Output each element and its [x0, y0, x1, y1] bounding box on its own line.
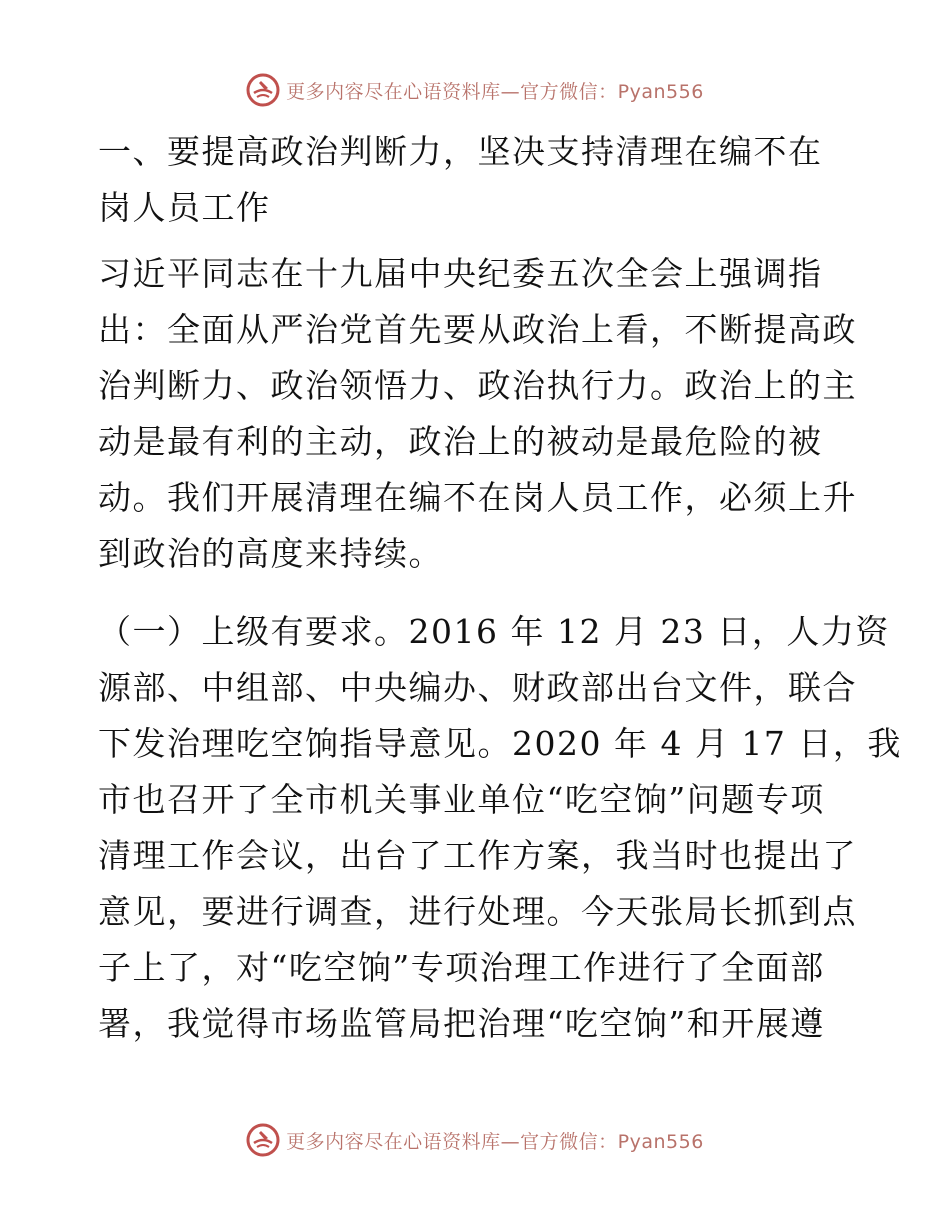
text-line: 署，我觉得市场监管局把治理“吃空饷”和开展遵 [98, 1004, 825, 1043]
text-line: 意见，要进行调查，进行处理。今天张局长抓到点 [98, 892, 857, 931]
paragraph-2 [98, 604, 902, 1052]
text-line: 子上了，对“吃空饷”专项治理工作进行了全面部 [98, 948, 825, 987]
text-line: 下发治理吃空饷指导意见。2020 年 4 月 17 日，我 [98, 724, 902, 763]
book-pen-logo-icon [246, 73, 280, 107]
text-line: （一）上级有要求。2016 年 12 月 23 日，人力资 [98, 612, 890, 651]
watermark-text: 更多内容尽在心语资料库—官方微信：Pyan556 [286, 1130, 704, 1153]
text-line: 清理工作会议，出台了工作方案，我当时也提出了 [98, 836, 857, 875]
book-pen-logo-icon [246, 1123, 280, 1157]
watermark-text: 更多内容尽在心语资料库—官方微信：Pyan556 [286, 80, 704, 103]
text-line: 动是最有利的主动，政治上的被动是最危险的被 [98, 422, 823, 461]
document-body [98, 124, 902, 1052]
header-watermark [0, 70, 950, 110]
text-line: 习近平同志在十九届中央纪委五次全会上强调指 [98, 254, 823, 293]
text-line: 到政治的高度来持续。 [98, 534, 443, 573]
text-line: 治判断力、政治领悟力、政治执行力。政治上的主 [98, 366, 857, 405]
section-heading [98, 124, 850, 236]
text-line: 动。我们开展清理在编不在岗人员工作，必须上升 [98, 478, 857, 517]
heading-line: 岗人员工作 [98, 188, 271, 227]
heading-line: 一、要提高政治判断力，坚决支持清理在编不在 [98, 132, 823, 171]
footer-watermark [0, 1120, 950, 1160]
text-line: 出：全面从严治党首先要从政治上看，不断提高政 [98, 310, 857, 349]
paragraph-1 [98, 246, 857, 582]
text-line: 市也召开了全市机关事业单位“吃空饷”问题专项 [98, 780, 825, 819]
text-line: 源部、中组部、中央编办、财政部出台文件，联合 [98, 668, 857, 707]
